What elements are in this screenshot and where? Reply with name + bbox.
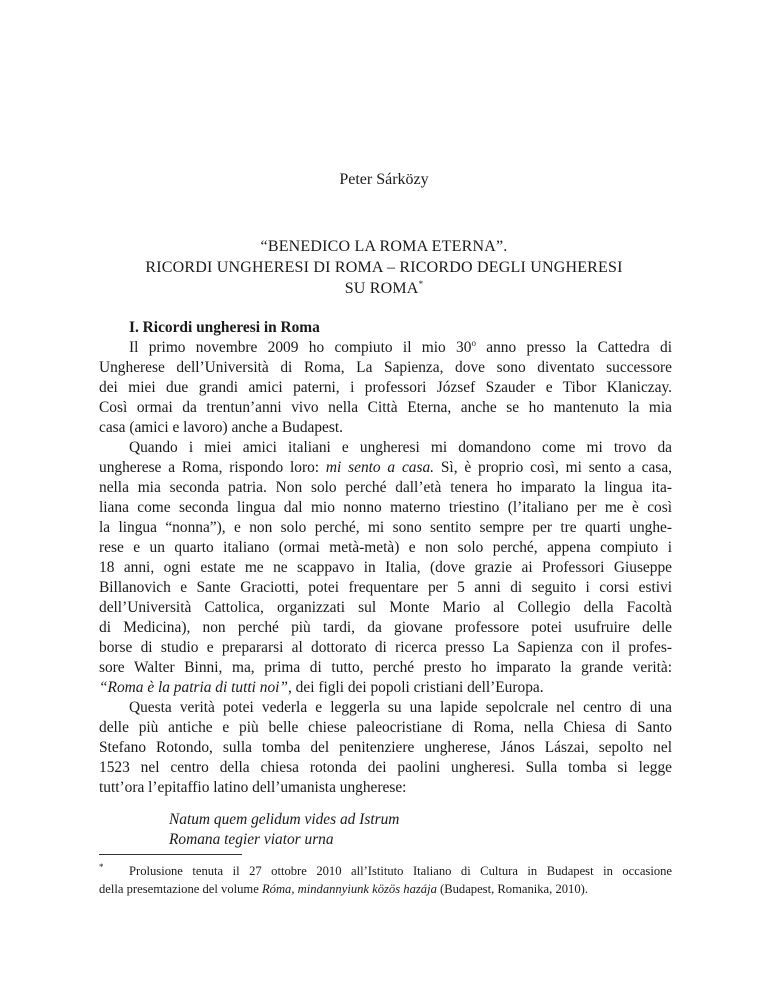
footnote-line-1: * Prolusione tenuta il 27 ottobre 2010 all’Istituto Italiano di Cultura in Budapest in occasione <box>99 858 672 880</box>
title-line-2: RICORDI UNGHERESI DI ROMA – RICORDO DEGLI UNGHERESI <box>145 259 623 276</box>
paragraph-3 <box>99 698 672 798</box>
text-line: nella mia seconda patria. Non solo perché dall’età tenera ho imparato la lingua ita- <box>99 479 672 496</box>
verse-line-2: Romana tegier viator urna <box>169 831 334 848</box>
latin-epitaph <box>99 810 672 850</box>
text-line: Stefano Rotondo, sulla tomba del penitenziere ungherese, János Lászai, sepolto nel <box>99 739 672 756</box>
text-line: dei miei due grandi amici paterni, i professori József Szauder e Tibor Klaniczay. <box>99 379 672 396</box>
text-line: casa (amici e lavoro) anche a Budapest. <box>99 419 343 436</box>
text-line: dell’Università Cattolica, organizzati sul Monte Mario al Collegio della Facoltà <box>99 599 672 616</box>
text-line: liana come seconda lingua dal mio nonno materno triestino (l’italiano per me è così <box>99 499 672 516</box>
ordinal-superscript: o <box>471 338 476 348</box>
article-title <box>0 236 768 299</box>
text-line: borse di studio e prepararsi al dottorato di ricerca presso La Sapienza con il profes- <box>99 639 672 656</box>
text-line: Quando i miei amici italiani e ungheresi mi domandono come mi trovo da <box>129 439 672 456</box>
title-footnote-mark: * <box>418 279 424 289</box>
footnote <box>99 858 672 898</box>
section-heading: I. Ricordi ungheresi in Roma <box>129 319 320 336</box>
verse-line-1: Natum quem gelidum vides ad Istrum <box>169 811 400 828</box>
title-line-1: “BENEDICO LA ROMA ETERNA”. <box>260 238 508 255</box>
text-line: la lingua “nonna”), e non solo perché, mi sono sentito sempre per tre quarti unghe- <box>99 519 672 536</box>
footnote-separator <box>99 854 242 855</box>
italic-phrase: mi sento a casa. <box>325 459 435 476</box>
footnote-line-2: della presemtazione del volume Róma, mindannyiunk közös hazája (Budapest, Romanika, 2010). <box>99 882 588 896</box>
text-line: rese e un quarto italiano (ormai metà-metà) e non solo perché, appena compiuto i <box>99 539 672 556</box>
paragraph-1 <box>99 338 672 438</box>
text-line: Billanovich e Sante Graciotti, potei frequentare per 5 anni di seguito i corsi estivi <box>99 579 672 596</box>
text-line: Questa verità potei vederla e leggerla su una lapide sepolcrale nel centro di una <box>129 699 672 716</box>
text-line: delle più antiche e più belle chiese paleocristiane di Roma, nella Chiesa di Santo <box>99 719 672 736</box>
text-line: ungherese a Roma, rispondo loro: mi sento a casa. Sì, è proprio così, mi sento a casa, <box>99 459 672 476</box>
book-title: Róma, mindannyiunk közös hazája <box>261 882 437 896</box>
text-line: 18 anni, ogni estate me ne scappavo in Italia, (dove grazie ai Professori Giuseppe <box>99 559 672 576</box>
footnote-mark: * <box>99 862 104 872</box>
text-line: di Medicina), non perché più tardi, da giovane professore potei usufruire delle <box>99 619 672 636</box>
paragraph-2 <box>99 438 672 698</box>
text-line: “Roma è la patria di tutti noi”, dei figli dei popoli cristiani dell’Europa. <box>99 679 544 696</box>
text-line: Ungherese dell’Università di Roma, La Sapienza, dove sono diventato successore <box>99 359 672 376</box>
text-line: sore Walter Binni, ma, prima di tutto, perché presto ho imparato la grande verità: <box>99 659 672 676</box>
body-text <box>99 318 672 850</box>
text-line: Così ormai da trentun’anni vivo nella Città Eterna, anche se ho mantenuto la mia <box>99 399 672 416</box>
author-name: Peter Sárközy <box>339 171 429 188</box>
italic-quote: “Roma è la patria di tutti noi” <box>99 679 288 696</box>
text-line: Il primo novembre 2009 ho compiuto il mio 30$^o$ anno presso la Cattedra di <box>129 338 672 356</box>
text-line: 1523 nel centro della chiesa rotonda dei paolini ungheresi. Sulla tomba si legge <box>99 759 672 776</box>
title-line-3: SU ROMA* <box>344 279 424 297</box>
text-line: tutt’ora l’epitaffio latino dell’umanista ungherese: <box>99 779 407 796</box>
